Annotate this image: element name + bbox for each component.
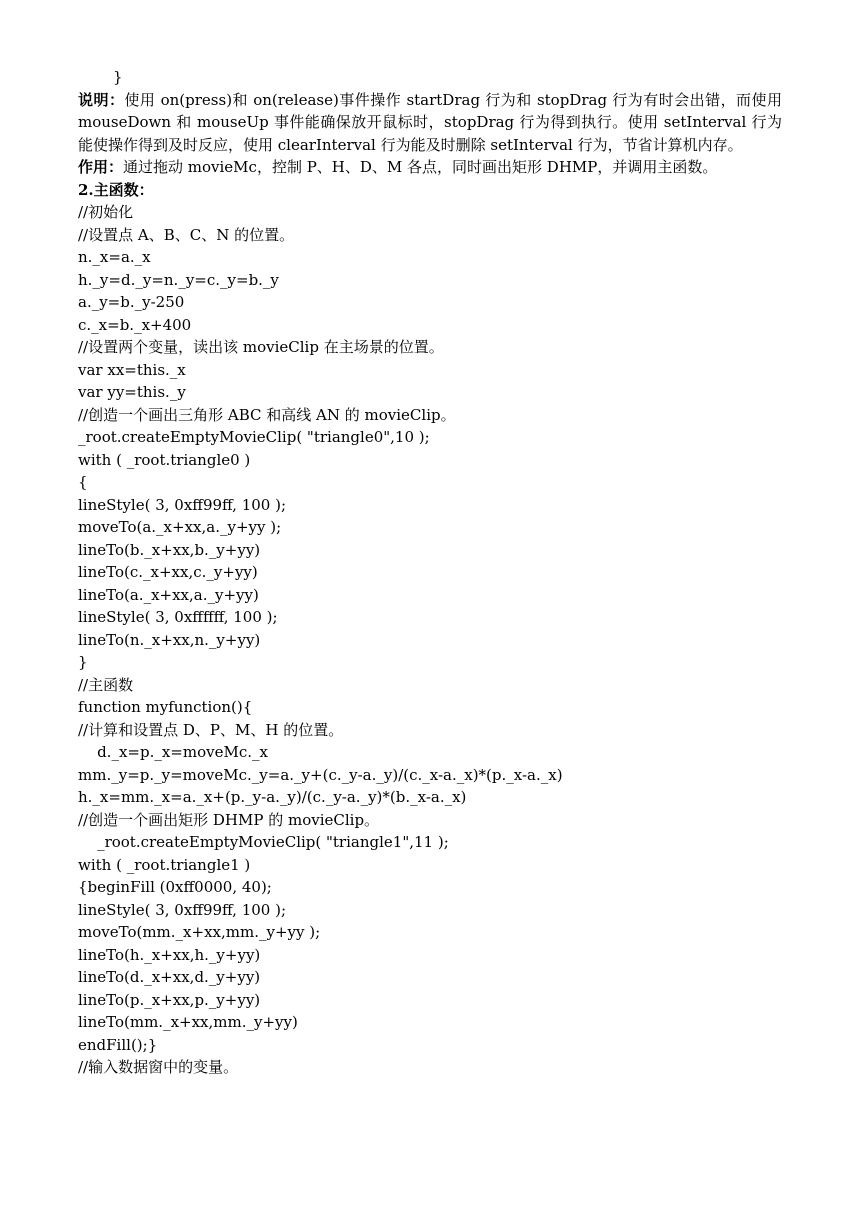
code-line: c._x=b._x+400 xyxy=(78,315,192,334)
code-line: lineTo(p._x+xx,p._y+yy) xyxy=(78,990,261,1009)
document-page xyxy=(78,66,782,1079)
code-line: lineStyle( 3, 0xff99ff, 100 ); xyxy=(78,495,286,514)
code-line: lineTo(d._x+xx,d._y+yy) xyxy=(78,968,261,986)
code-line: with ( _root.triangle1 ) xyxy=(78,855,251,874)
code-line: moveTo(mm._x+xx,mm._y+yy ); xyxy=(78,923,321,941)
code-line: //创造一个画出三角形 ABC 和高线 AN 的 movieClip。 xyxy=(78,405,456,424)
description-paragraph xyxy=(78,89,782,157)
code-line: //输入数据窗中的变量。 xyxy=(78,1058,239,1076)
code-line: lineStyle( 3, 0xffffff, 100 ); xyxy=(78,608,278,626)
code-line: lineStyle( 3, 0xff99ff, 100 ); xyxy=(78,900,286,919)
description-label: 说明： xyxy=(78,90,125,109)
description-text: 使用 on(press)和 on(release)事件操作 startDrag 行为和 stopDrag 行为有时会出错，而使用 mouseDown 和 mouseUp 事件能确保放开鼠标时，stopDrag 行为得到执行。使用 setInterval 行为能使操作得到及时反应，使用 clearInterval 行为能及时删除 setInterval 行为，节省计算机内存。 xyxy=(78,90,782,154)
code-line: //初始化 xyxy=(78,203,134,221)
code-line: lineTo(a._x+xx,a._y+yy) xyxy=(78,585,259,604)
code-line: lineTo(mm._x+xx,mm._y+yy) xyxy=(78,1013,298,1031)
code-line: //设置两个变量，读出该 movieClip 在主场景的位置。 xyxy=(78,338,444,356)
closing-brace: } xyxy=(113,68,123,86)
code-line: lineTo(b._x+xx,b._y+yy) xyxy=(78,540,261,559)
code-line: //设置点 A、B、C、N 的位置。 xyxy=(78,225,295,244)
code-line: _root.createEmptyMovieClip( "triangle0",10 ); xyxy=(78,428,430,446)
code-line: lineTo(c._x+xx,c._y+yy) xyxy=(78,563,258,581)
code-line: var yy=this._y xyxy=(78,383,186,401)
code-line: {beginFill (0xff0000, 40); xyxy=(78,878,272,896)
section-heading: 2.主函数： xyxy=(78,180,154,199)
code-block xyxy=(78,201,782,1079)
effect-label: 作用： xyxy=(78,158,124,176)
code-line: with ( _root.triangle0 ) xyxy=(78,450,251,469)
code-line: lineTo(n._x+xx,n._y+yy) xyxy=(78,630,261,649)
code-line: { xyxy=(78,473,88,491)
code-line: //创造一个画出矩形 DHMP 的 movieClip。 xyxy=(78,810,380,829)
code-line: var xx=this._x xyxy=(78,360,186,379)
code-line: } xyxy=(78,653,88,671)
code-line: //主函数 xyxy=(78,675,134,694)
code-line: _root.createEmptyMovieClip( "triangle1",11 ); xyxy=(78,833,449,851)
code-line: mm._y=p._y=moveMc._y=a._y+(c._y-a._y)/(c._x-a._x)*(p._x-a._x) xyxy=(78,765,563,784)
code-line: lineTo(h._x+xx,h._y+yy) xyxy=(78,945,261,964)
effect-paragraph xyxy=(78,156,782,179)
code-line: //计算和设置点 D、P、M、H 的位置。 xyxy=(78,720,344,739)
code-line: d._x=p._x=moveMc._x xyxy=(78,743,268,761)
code-line: moveTo(a._x+xx,a._y+yy ); xyxy=(78,518,282,536)
code-line: function myfunction(){ xyxy=(78,698,253,716)
code-line: endFill();} xyxy=(78,1035,158,1054)
code-line: h._x=mm._x=a._x+(p._y-a._y)/(c._y-a._y)*(b._x-a._x) xyxy=(78,788,467,806)
code-line: n._x=a._x xyxy=(78,248,151,266)
code-line: h._y=d._y=n._y=c._y=b._y xyxy=(78,270,279,289)
code-line: a._y=b._y-250 xyxy=(78,293,185,311)
effect-text: 通过拖动 movieMc，控制 P、H、D、M 各点，同时画出矩形 DHMP，并调用主函数。 xyxy=(123,158,718,176)
